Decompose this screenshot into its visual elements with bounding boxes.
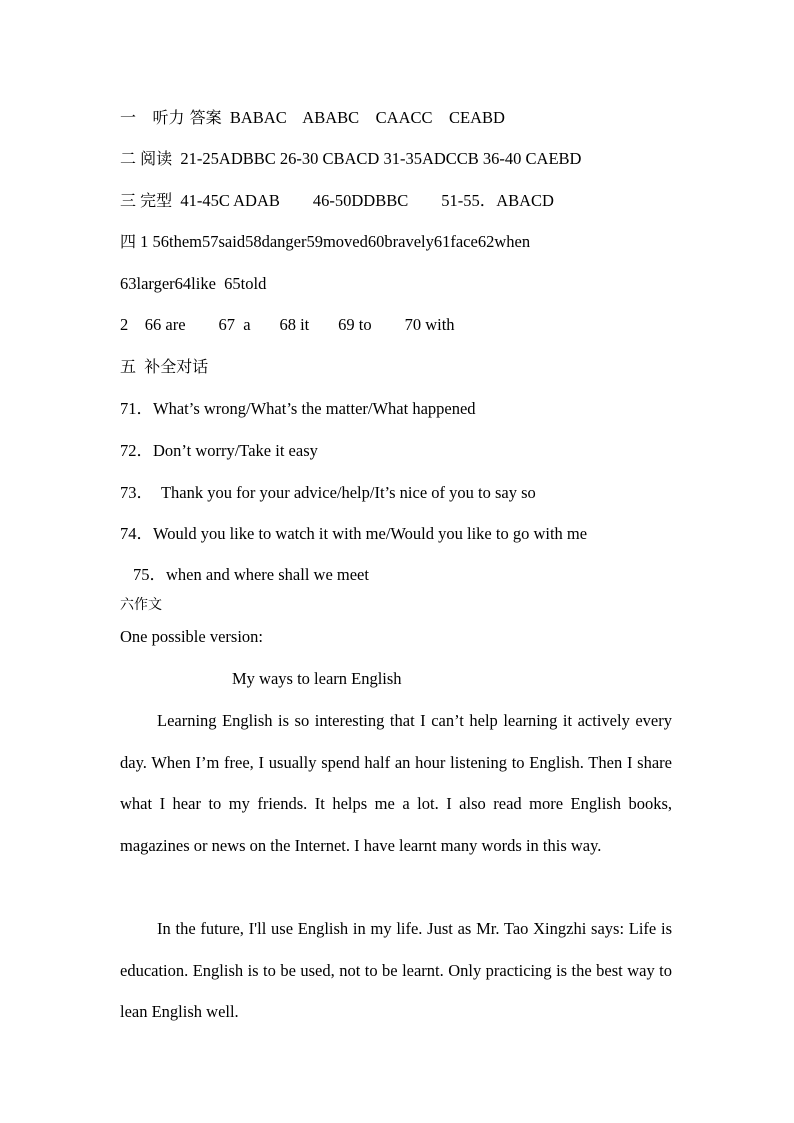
section-label: 完型 bbox=[140, 191, 173, 210]
section-number: 三 bbox=[120, 191, 137, 210]
essay-title: My ways to learn English bbox=[232, 669, 402, 688]
section-answers: 41-45C ADAB 46-50DDBBC 51-55．ABACD bbox=[180, 191, 554, 210]
section-dialogue-heading bbox=[120, 356, 208, 378]
section-fill-line-1 bbox=[120, 231, 530, 253]
section-reading bbox=[120, 148, 581, 170]
dialogue-answer-75: 75．when and where shall we meet bbox=[133, 565, 369, 584]
dialogue-answer-71: 71．What’s wrong/What’s the matter/What happened bbox=[120, 399, 476, 418]
section-label: 补全对话 bbox=[144, 357, 209, 376]
dialogue-answer-74: 74．Would you like to watch it with me/Would you like to go with me bbox=[120, 524, 588, 543]
section-label: 听力 答案 bbox=[152, 108, 222, 127]
dialogue-answer-73: 73． Thank you for your advice/help/It’s nice of you to say so bbox=[120, 483, 536, 502]
section-fill-line-3: 2 66 are 67 a 68 it 69 to 70 with bbox=[120, 315, 455, 334]
section-number: 四 bbox=[120, 232, 137, 251]
essay-paragraph-1: Learning English is so interesting that I can’t help learning it actively every day. When I’m free, I usually spend half an hour listening to English. Then I share what I hear to my friends. It helps me a lot. I also read more English books, magazines or news on the Internet. I have learnt many words in this way. bbox=[120, 711, 672, 855]
section-answers: BABAC ABABC CAACC CEABD bbox=[229, 108, 505, 127]
section-answers: 1 56them57said58danger59moved60bravely61face62when bbox=[140, 232, 531, 251]
section-listening bbox=[120, 107, 505, 129]
essay-paragraph-2: In the future, I'll use English in my life. Just as Mr. Tao Xingzhi says: Life is education. English is to be used, not to be learnt. Only practicing is the best way to lean English well. bbox=[120, 919, 672, 1021]
section-cloze bbox=[120, 190, 554, 212]
writing-intro: One possible version: bbox=[120, 627, 263, 646]
dialogue-answer-72: 72．Don’t worry/Take it easy bbox=[120, 441, 318, 460]
section-number: 二 bbox=[120, 149, 137, 168]
section-label: 阅读 bbox=[140, 149, 173, 168]
section-answers: 21-25ADBBC 26-30 CBACD 31-35ADCCB 36-40 CAEBD bbox=[180, 149, 582, 168]
section-number: 五 bbox=[120, 357, 137, 376]
section-writing-heading: 六作文 bbox=[120, 597, 162, 613]
section-fill-line-2: 63larger64like 65told bbox=[120, 274, 267, 293]
section-number: 一 bbox=[120, 108, 137, 127]
